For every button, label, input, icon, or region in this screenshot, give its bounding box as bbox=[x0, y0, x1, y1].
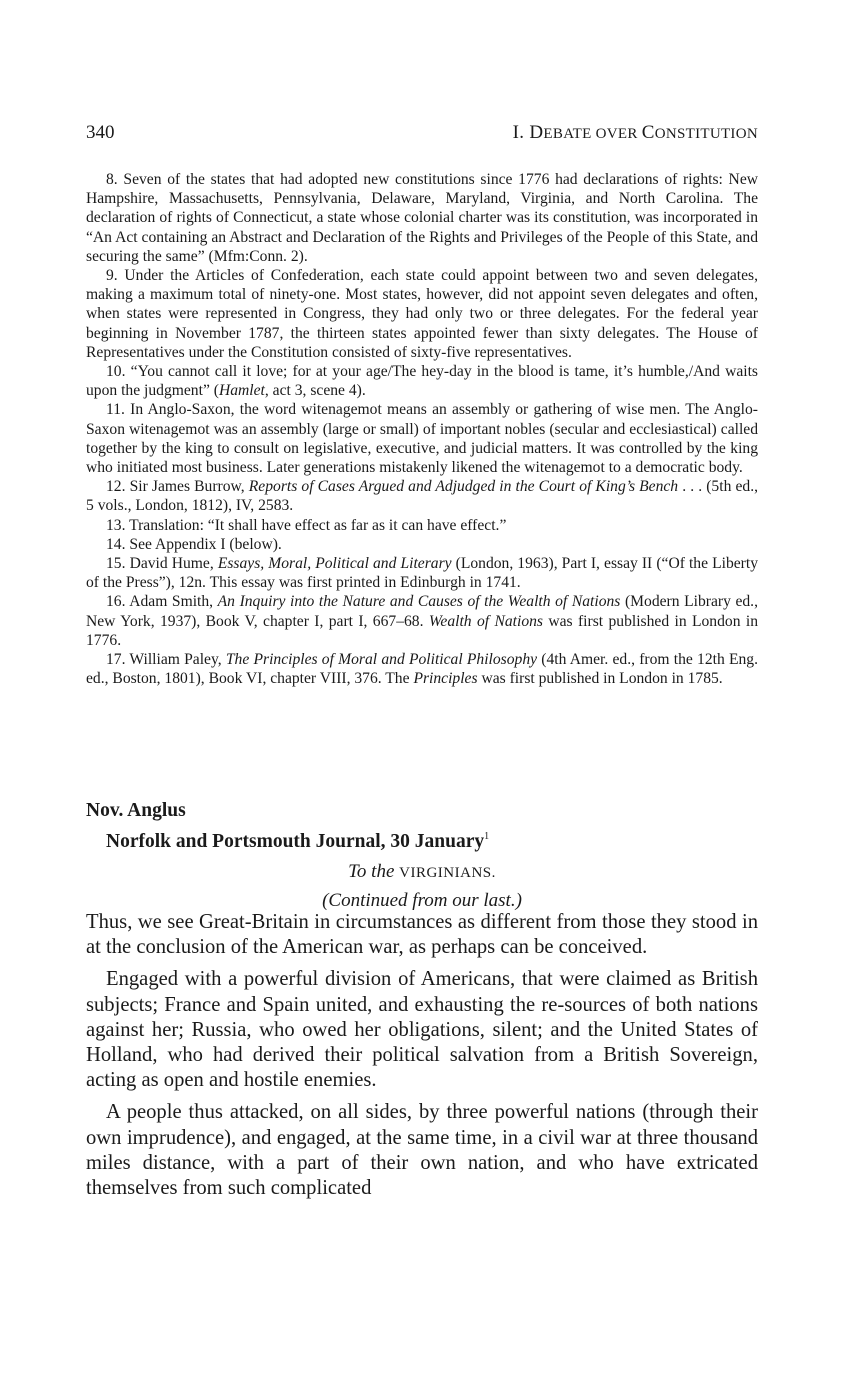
endnote-10-title: Hamlet bbox=[218, 382, 265, 400]
endnote-16-tail: was first published in London in 1776. bbox=[86, 612, 758, 649]
endnote-16-title: An Inquiry into the Nature and Causes of the Wealth of Nations bbox=[217, 593, 621, 611]
running-head-ebate: EBATE OVER bbox=[543, 126, 642, 142]
endnote-16-text: 16. Adam Smith, bbox=[106, 593, 218, 611]
endnote-17-tail: was first published in London in 1785. bbox=[477, 670, 723, 688]
endnote-15-title: Essays, Moral, Political and Literary bbox=[217, 555, 452, 573]
article-paragraph-1: Thus, we see Great-Britain in circumstances as different from those they stood in at the conclusion of the American war, as perhaps can be conceived. bbox=[86, 911, 758, 959]
section-subtitle bbox=[106, 824, 758, 855]
page-header bbox=[86, 122, 758, 152]
continued-note: (Continued from our last.) bbox=[322, 890, 522, 911]
endnote-9: 9. Under the Articles of Confederation, each state could appoint between two and seven delegates, making a maximum total of ninety-one. Most states, however, did not appoint seven delegates and often, when states were represented in Congress, they had only two or three delegates. For the federal year beginning in November 1787, the thirteen states appointed fewer than sixty delegates. The House of Representatives under the Constitution consisted of sixty-five representatives. bbox=[86, 267, 758, 361]
running-head-c: C bbox=[641, 122, 655, 143]
address-block bbox=[86, 858, 758, 915]
section-title: Nov. Anglus bbox=[86, 800, 186, 821]
endnote-17-text: 17. William Paley, bbox=[106, 651, 226, 669]
address-recipient: VIRGINIANS. bbox=[399, 865, 496, 881]
endnote-16-mid: (Modern Library ed., New York, 1937), Book V, chapter I, part I, 667–68. bbox=[86, 593, 758, 630]
endnote-17-mid: (4th Amer. ed., from the 12th Eng. ed., Boston, 1801), Book VI, chapter VIII, 376. The bbox=[86, 651, 758, 688]
running-head-d: D bbox=[529, 122, 544, 143]
endnote-10-text: 10. “You cannot call it love; for at your age/The hey-day in the blood is tame, it’s humble,/And waits upon the judgment” ( bbox=[86, 363, 758, 400]
endnote-13: 13. Translation: “It shall have effect as far as it can have effect.” bbox=[106, 516, 507, 534]
article-paragraph-3: A people thus attacked, on all sides, by three powerful nations (through their own imprudence), and engaged, at the same time, in a civil war at three thousand miles distance, with a part of their own nation, and who have extricated themselves from such complicated bbox=[86, 1101, 758, 1200]
endnote-16-title-short: Wealth of Nations bbox=[428, 612, 543, 630]
address-line bbox=[86, 858, 758, 887]
article-paragraph-2: Engaged with a powerful division of Americans, that were claimed as British subjects; France and Spain united, and exhausting the re-sources of both nations against her; Russia, who owed her obligations, silent; and the United States of Holland, who had derived their political salvation from a British Sovereign, acting as open and hostile enemies. bbox=[86, 968, 758, 1092]
section-subtitle-text: Norfolk and Portsmouth Journal, 30 January bbox=[106, 831, 485, 852]
running-head-onstitution: ONSTITUTION bbox=[654, 126, 758, 142]
endnote-8: 8. Seven of the states that had adopted new constitutions since 1776 had declarations of rights: New Hampshire, Massachusetts, Pennsylvania, Delaware, Maryland, Virginia, and North Carolina. The declaration of rights of Connecticut, a state whose colonial charter was its constitution, was incorporated in “An Act containing an Abstract and Declaration of the Rights and Privileges of the People of this State, and securing the same” (Mfm:Conn. 2). bbox=[86, 171, 758, 265]
endnote-12-title: Reports of Cases Argued and Adjudged in the Court of King’s Bench bbox=[248, 478, 679, 496]
endnote-15 bbox=[86, 554, 758, 592]
endnote-17 bbox=[86, 650, 758, 688]
endnote-10 bbox=[86, 362, 758, 400]
endnote-15-text: 15. David Hume, bbox=[106, 555, 218, 573]
endnote-14: 14. See Appendix I (below). bbox=[106, 535, 282, 553]
endnotes bbox=[86, 170, 758, 688]
running-head bbox=[513, 122, 758, 144]
footnote-marker: 1 bbox=[484, 831, 490, 842]
address-to-the: To the bbox=[348, 861, 400, 882]
article-body bbox=[86, 910, 758, 1208]
endnote-15-tail: (London, 1963), Part I, essay II (“Of the Liberty of the Press”), 12n. This essay was first printed in Edinburgh in 1741. bbox=[86, 555, 758, 592]
endnote-10-tail: , act 3, scene 4). bbox=[264, 382, 366, 400]
endnote-11: 11. In Anglo-Saxon, the word witenagemot means an assembly or gathering of wise men. The Anglo-Saxon witenagemot was an assembly (large or small) of important nobles (secular and ecclesiastical) called together by the king to consult on legislative, executive, and judicial matters. It was controlled by the king who initiated most business. Later generations mistakenly likened the witenagemot to a democratic body. bbox=[86, 401, 758, 477]
endnote-17-title-short: Principles bbox=[413, 670, 478, 688]
endnote-17-title: The Principles of Moral and Political Philosophy bbox=[225, 651, 538, 669]
page-number: 340 bbox=[86, 122, 115, 143]
endnote-12-text: 12. Sir James Burrow, bbox=[106, 478, 249, 496]
endnote-12 bbox=[86, 477, 758, 515]
running-head-numeral: I. bbox=[512, 122, 530, 143]
endnote-12-tail: . . . (5th ed., 5 vols., London, 1812), IV, 2583. bbox=[86, 478, 758, 515]
endnote-16 bbox=[86, 592, 758, 650]
